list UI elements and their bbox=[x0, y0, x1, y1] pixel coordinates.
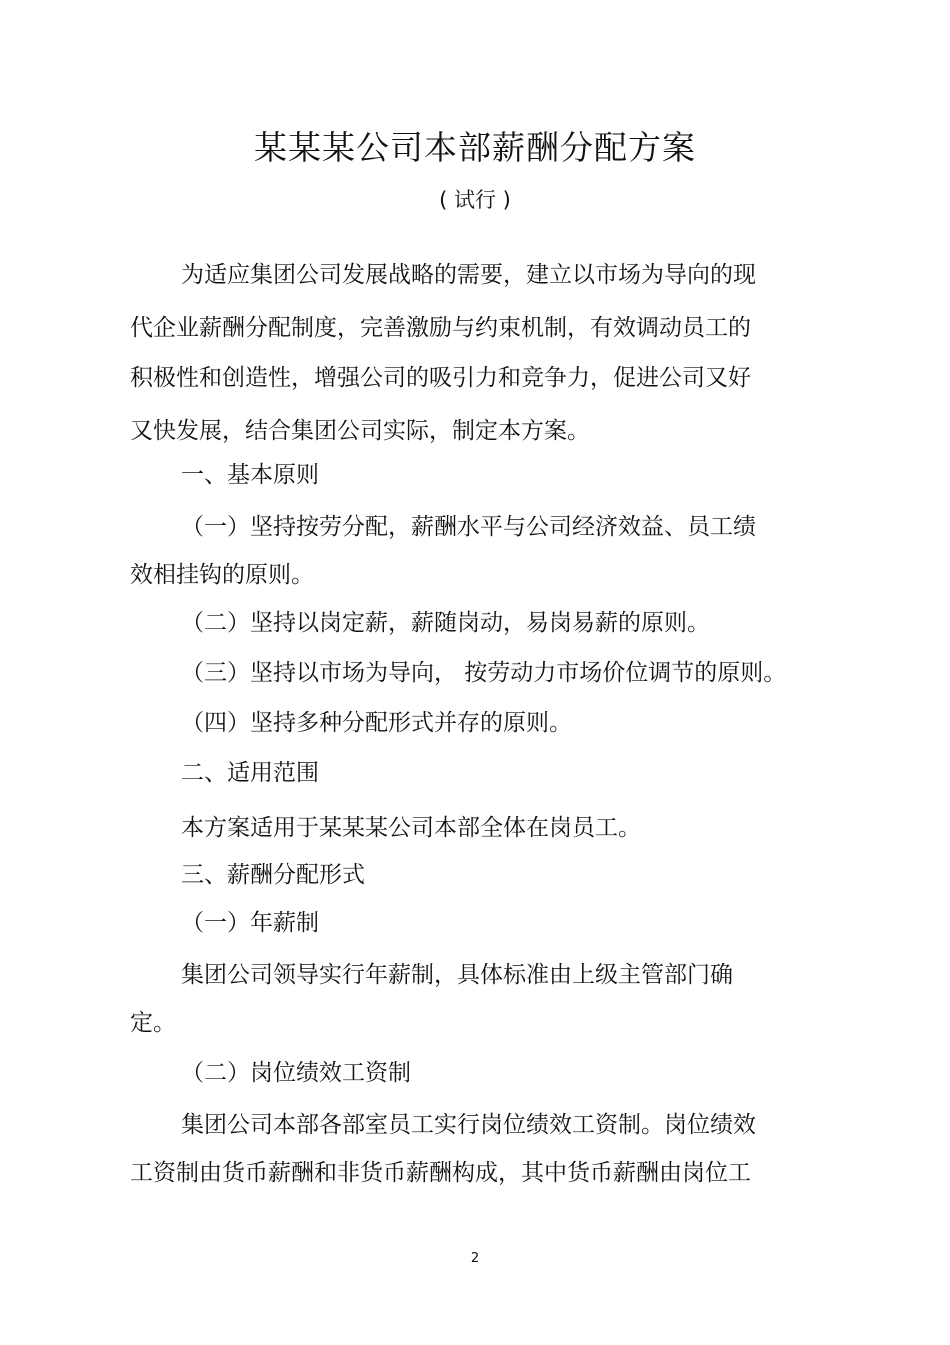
paragraph-line: （二）坚持以岗定薪，薪随岗动，易岗易薪的原则。 bbox=[181, 610, 710, 636]
paragraph-line: 集团公司领导实行年薪制，具体标准由上级主管部门确 bbox=[181, 962, 733, 988]
paragraph-line: 为适应集团公司发展战略的需要，建立以市场为导向的现 bbox=[181, 262, 756, 288]
subsection-heading: （一）年薪制 bbox=[181, 910, 319, 936]
paragraph-line: 工资制由货币薪酬和非货币薪酬构成，其中货币薪酬由岗位工 bbox=[130, 1160, 751, 1186]
paragraph-line: （四）坚持多种分配形式并存的原则。 bbox=[181, 710, 572, 736]
document-subtitle: ( 试行 ) bbox=[439, 188, 511, 212]
paragraph-line: 代企业薪酬分配制度，完善激励与约束机制，有效调动员工的 bbox=[130, 315, 751, 341]
page-number: 2 bbox=[470, 1251, 480, 1266]
paragraph-line: 定。 bbox=[130, 1010, 176, 1036]
paragraph-line: （一）坚持按劳分配，薪酬水平与公司经济效益、员工绩 bbox=[181, 514, 756, 540]
paragraph-line: 本方案适用于某某某公司本部全体在岗员工。 bbox=[181, 815, 641, 841]
section-heading: 二、适用范围 bbox=[181, 760, 319, 786]
paragraph-line: （三）坚持以市场为导向， 按劳动力市场价位调节的原则。 bbox=[181, 660, 787, 686]
paragraph-line: 积极性和创造性，增强公司的吸引力和竞争力，促进公司又好 bbox=[130, 365, 751, 391]
paragraph-line: 效相挂钩的原则。 bbox=[130, 562, 314, 588]
document-title: 某某某公司本部薪酬分配方案 bbox=[254, 128, 696, 167]
section-heading: 三、薪酬分配形式 bbox=[181, 862, 365, 888]
section-heading: 一、基本原则 bbox=[181, 462, 319, 488]
paragraph-line: 又快发展，结合集团公司实际，制定本方案。 bbox=[130, 418, 590, 444]
paragraph-line: 集团公司本部各部室员工实行岗位绩效工资制。岗位绩效 bbox=[181, 1112, 756, 1138]
subsection-heading: （二）岗位绩效工资制 bbox=[181, 1060, 411, 1086]
